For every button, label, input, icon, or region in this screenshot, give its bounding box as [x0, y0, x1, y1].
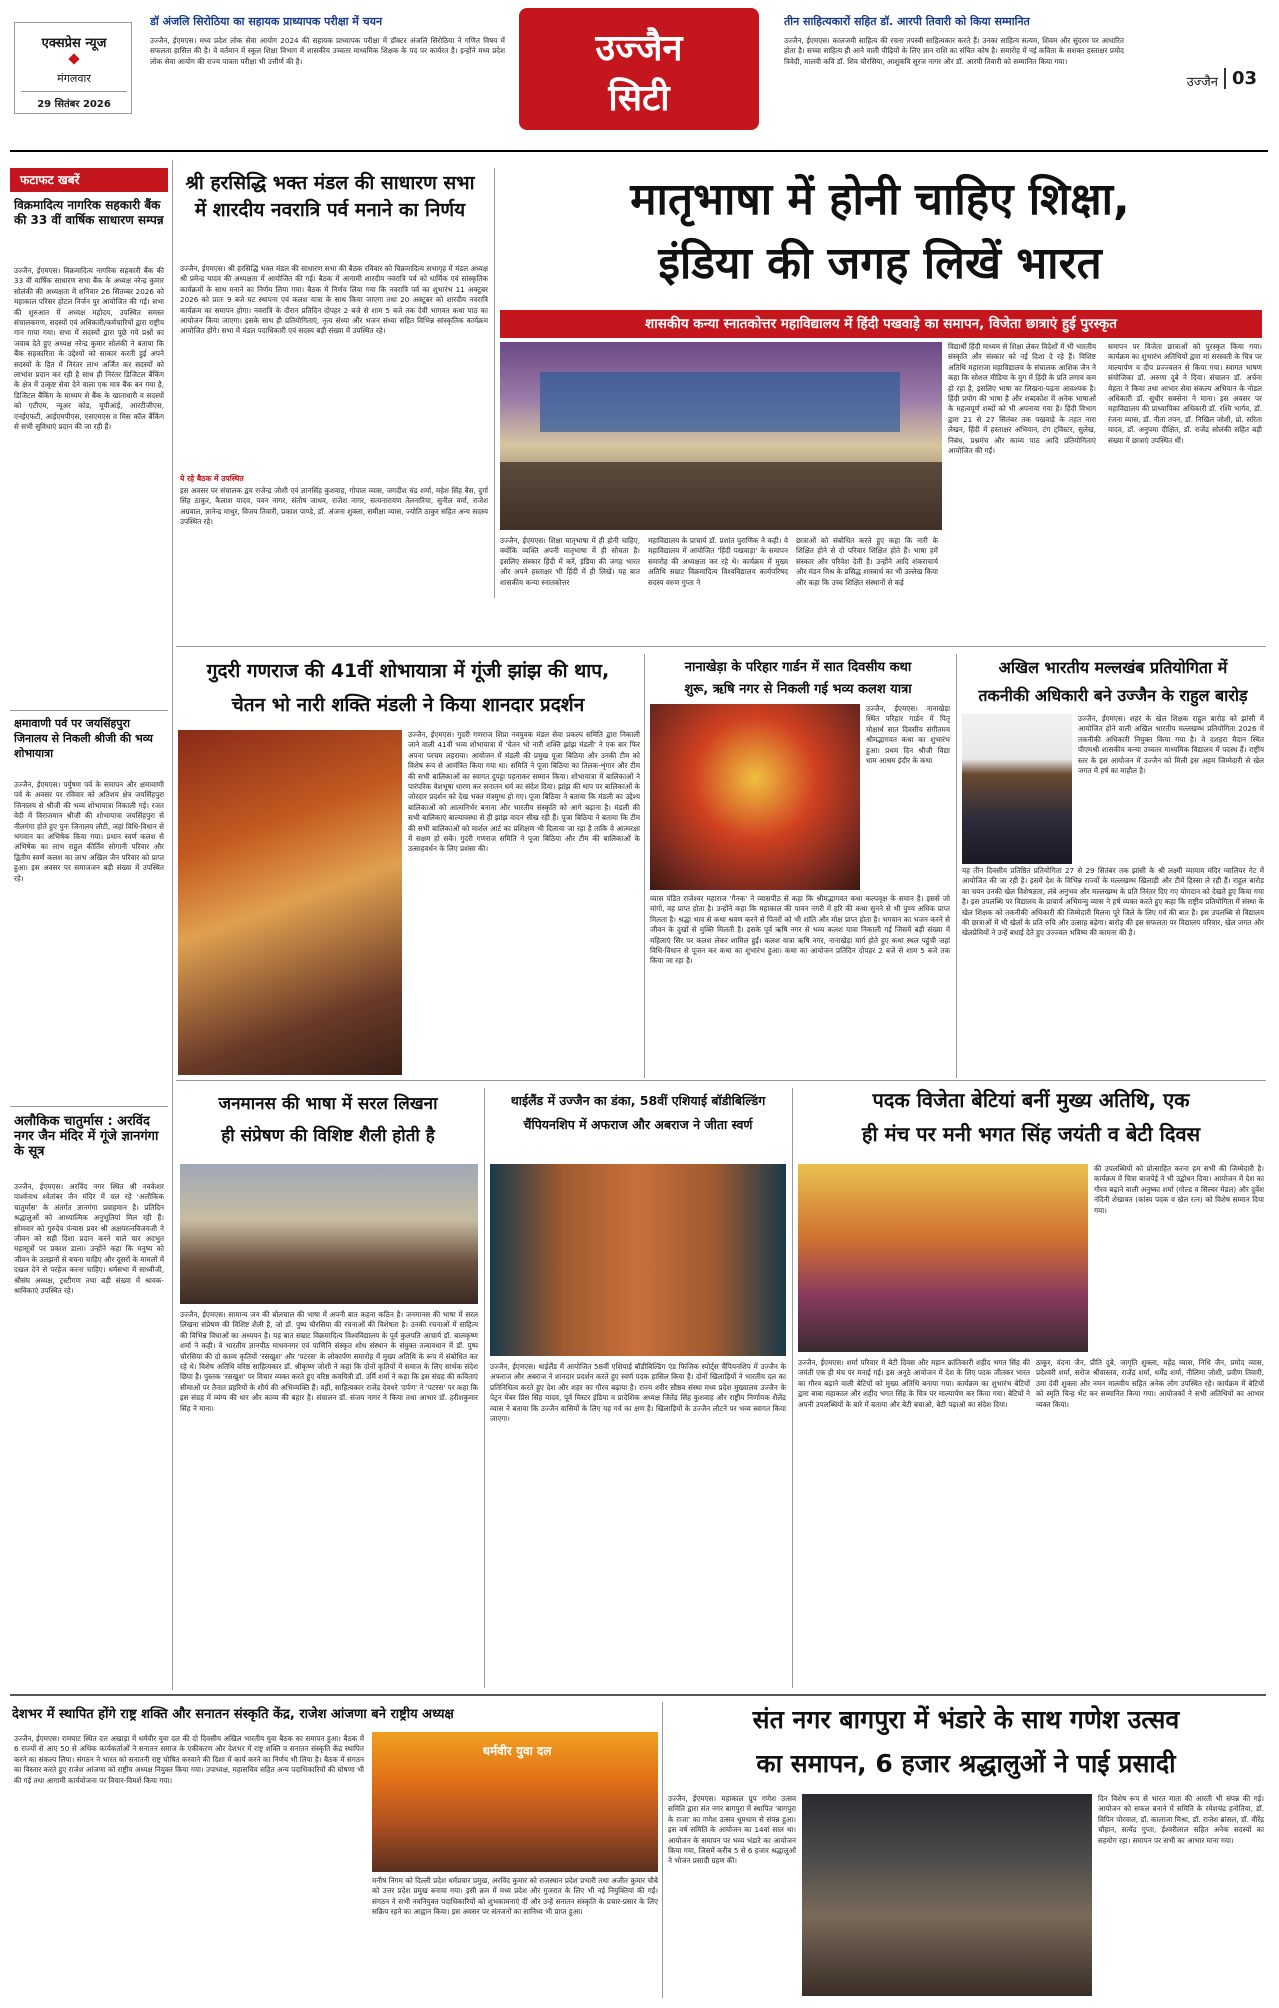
masthead-left-headline: डॉ अंजलि सिरोठिया का सहायक प्राध्यापक परीक्षा में चयन — [150, 15, 383, 28]
bhasha-headline-line1: जनमानस की भाषा में सरल लिखना — [218, 1094, 438, 1114]
lead-photo — [500, 342, 942, 530]
lead-strap: शासकीय कन्या स्नातकोत्तर महाविद्यालय में हिंदी पखवाड़े का समापन, विजेता छात्राएं हुई पुरस्कृत — [500, 310, 1262, 338]
lead-col-bottom3: छात्राओं को संबोधित करते हुए कहा कि नारी के शिक्षित होने से दो परिवार शिक्षित होते हैं। भाषा हमें संस्कार और परिवेश देती है। उन्होंने आदि शंकराचार्य और मंडन मिश्र के प्रसिद्ध शास्त्रार्थ का भी उल्लेख किया और कहा कि उच्च शिक्षित संस्थानों से कई — [796, 536, 938, 587]
lead-headline-line2: इंडिया की जगह लिखें भारत — [658, 238, 1102, 289]
lead-col-bottom2: महाविद्यालय के प्राचार्य डॉ. प्रशांत पुराणिक ने कही। वे महाविद्यालय में आयोजित 'हिंदी पखवाड़ा' के समापन समारोह की अध्यक्षता कर रहे थे। कार्यक्रम में मुख्य अतिथि सम्राट विक्रमादित्य विश्वविद्यालय कार्यपरिषद सदस्य वरुण गुप्ता ने — [648, 536, 788, 587]
ganesh-headline-line2: का समापन, 6 हजार श्रद्धालुओं ने पाई प्रसादी — [756, 1749, 1176, 1778]
bhasha-divider — [484, 1088, 485, 1688]
gudri-divider — [644, 654, 645, 1078]
lead-photo-audience — [500, 462, 942, 530]
padak-headline-line2: ही मंच पर मनी भगत सिंह जयंती व बेटी दिवस — [861, 1122, 1201, 1146]
bodybuilding-divider — [792, 1088, 793, 1688]
kalash-body: व्यास पंडित राजेश्वर महाराज 'गैनक' ने व्यासपीठ से कहा कि श्रीमद्भागवत कथा कल्पवृक्ष के समान है। इससे जो मांगो, वह प्राप्त होता है। उन्होंने कहा कि महाकाल की पावन नगरी में हरि की कथा सुनने से भी पुण्य अधिक प्राप्त मिलता है। श्रद्धा भाव से कथा श्रवण करने से पितरों को भी शांति और मोक्ष प्राप्त होता है। भगवान का भजन करने से जीवन के दुखों से मुक्ति मिलती है। इसके पूर्व ऋषि नगर से भव्य कलश यात्रा निकाली गई जिसमें बड़ी संख्या में महिलाएं सिर पर कलश लेकर शामिल हुईं। कलश यात्रा ऋषि नगर, नानाखेड़ा मार्ग होते हुए कथा स्थल पहुंची जहां विधि-विधान से पूजन कर कथा का शुभारंभ हुआ। कथा का आयोजन प्रतिदिन दोपहर 2 बजे से शाम 5 बजे तक किया जा रहा है। — [650, 894, 950, 966]
rashtra-divider — [662, 1702, 663, 1998]
ganesh-body1: उज्जैन, ईएमएस। महाकाल ग्रुप गणेश उत्सव समिति द्वारा संत नगर बागपुरा में स्थापित 'बागपुरा के राजा' का गणेश उत्सव धूमधाम से संपन्न हुआ। इस वर्ष समिति के आयोजन का 14वां साल था। आयोजन के समापन पर भव्य भंडारे का आयोजन किया गया, जिसमें करीब 5 से 6 हजार श्रद्धालुओं ने भोजन प्रसादी ग्रहण की। — [668, 1794, 796, 1866]
rashtra-body1: उज्जैन, ईएमएस। रामघाट स्थित दत्त अखाड़ा में धर्मवीर युवा दल की दो दिवसीय अखिल भारतीय युवा बैठक का समापन हुआ। बैठक में 6 राज्यों से आए 50 से अधिक कार्यकर्ताओं ने सनातन समाज के एकीकरण और देशभर में राष्ट्र शक्ति व सनातन संस्कृति केंद्र स्थापित करने का संकल्प लिया। संगठन ने भारत को सनातनी राष्ट्र घोषित करवाने की दिशा में कार्य करने का निर्णय भी लिया है। बैठक में संगठन का विस्तार करते हुए राजेश आंजणा को राष्ट्रीय अध्यक्ष नियुक्त किया गया। उपाध्यक्ष, महासचिव सहित अन्य पदाधिकारियों की घोषणा भी की गई तथा आगामी कार्ययोजना पर विचार-विमर्श किया गया। — [14, 1734, 364, 1785]
section-logo — [519, 8, 759, 130]
masthead-rule — [10, 150, 1268, 152]
rashtra-photo — [372, 1732, 658, 1872]
bodybuilding-headline-line1: थाईलैंड में उज्जैन का डंका, 58वीं एशियाई बॉडीबिल्डिंग — [510, 1093, 766, 1108]
lead-col-bottom1: उज्जैन, ईएमएस। शिक्षा मातृभाषा में ही होनी चाहिए, क्योंकि व्यक्ति अपनी मातृभाषा में ही सोचता है। इसलिए संस्कार हिंदी में करें, इंडिया की जगह भारत और अपने हस्ताक्षर भी हिंदी में ही लिखें। यह बात शासकीय कन्या स्नातकोत्तर — [500, 536, 640, 587]
gudri-photo — [178, 730, 402, 1075]
mallakhamb-headline-line2: तकनीकी अधिकारी बने उज्जैन के राहुल बारोड़ — [978, 686, 1248, 705]
page-number: 03 — [1224, 68, 1264, 89]
fatafat-s1-headline: विक्रमादित्य नागरिक सहकारी बैंक की 33 वीं वार्षिक साधारण सम्पन्न — [14, 198, 164, 227]
kalash-headline-line2: शुरू, ऋषि नगर से निकली गई भव्य कलश यात्रा — [684, 682, 912, 697]
fatafat-sidebar — [10, 160, 168, 1690]
ganesh-photo — [802, 1794, 1092, 1996]
rashtra-banner-text: धर्मवीर युवा दल — [482, 1744, 552, 1758]
row3-rule — [10, 1694, 1266, 1696]
mallakhamb-headline-line1: अखिल भारतीय मल्लखंब प्रतियोगिता में — [998, 658, 1228, 677]
brand-box — [14, 22, 132, 114]
lead-col-right1: विद्यार्थी हिंदी माध्यम से शिक्षा लेकर विदेशों में भी भारतीय संस्कृति और संस्कार को नई दिशा दे रहे हैं। विशिष्ट अतिथि महाराजा महाविद्यालय के संचालक आशिक जैन ने कहा कि सोशल मीडिया के युग में हिंदी के प्रति लगाव कम हो रहा है, इसलिए भाषा का लिखना-पढ़ना आवश्यक है। हिंदी प्रयोग की भाषा है और शब्दकोश में अनेक भाषाओं के महत्वपूर्ण शब्दों को भी अपनाया गया है। हिंदी विभाग द्वारा 21 से 27 सितंबर तक पखवाड़े के तहत नारा लेखन, हिंदी में हस्ताक्षर अभियान, टंग ट्विस्टर, सुलेख, निबंध, प्रश्नमंच और काव्य पाठ आदि प्रतियोगिताएं आयोजित की गईं। — [948, 342, 1096, 456]
fatafat-s3-body: उज्जैन, ईएमएस। अरविंद नगर स्थित श्री नवकेशर पार्श्वनाथ श्वेतांबर जैन मंदिर में चल रहे 'अलौकिक चातुर्मास' के अंतर्गत ज्ञानगंगा प्रवाहमान है। प्रतिदिन श्रद्धालुओं को आध्यात्मिक अनुभूतियां मिल रही हैं। सोमवार को गुरुदेव पंन्यास प्रवर श्री अक्षयरत्नविजयजी ने जीवन को सही दिशा प्रदान करने वाले चार अदभुत महासूत्रों पर प्रकाश डाला। उन्होंने कहा कि मनुष्य को जीवन के उलझनों से बचना चाहिए और दूसरों के मामलों में दखल देने से परहेज करना चाहिए। धर्मसभा में साध्वीजी, श्रीसंघ अध्यक्ष, ट्रस्टीगण तथा बड़ी संख्या में श्रावक-श्राविकाएं उपस्थित रहे। — [14, 1182, 164, 1296]
mallakhamb-side: उज्जैन, ईएमएस। शहर के खेल शिक्षक राहुल बारोड़ को झांसी में आयोजित होने वाली अखिल भारतीय मल्लखम्भ प्रतियोगिता 2026 में तकनीकी अधिकारी नियुक्त किया गया है। वे दशहरा मैदान स्थित पीएमश्री शासकीय कन्या उच्चतर माध्यमिक विद्यालय में पदस्थ हैं। राष्ट्रीय स्तर के इस आयोजन में उज्जैन को मिली इस अहम जिम्मेदारी से खेल जगत में हर्ष का माहौल है। — [1078, 714, 1264, 776]
bhasha-headline-line2: ही संप्रेषण की विशिष्ट शैली होती है — [221, 1126, 435, 1146]
fatafat-s1-body: उज्जैन, ईएमएस। विक्रमादित्य नागरिक सहकारी बैंक की 33 वीं वार्षिक साधारण सभा बैंक के अध्यक्ष नरेन्द्र कुमार सोलंकी की अध्यक्षता में शनिवार 26 सितम्बर 2026 को महाकाल परिसर होटल निर्जन पुर आयोजित की गई। सभा की शुरुआत में अध्यक्ष महोदय, उपस्थित समस्त संचालकगण, सदस्यों एवं अधिकारी/कर्मचारियों द्वारा राष्ट्रीय गान गाया गया। सभा में सदस्यों द्वारा पूछे गये प्रश्नों का जवाब देते हुए अध्यक्ष नरेन्द्र कुमार सोलंकी ने बताया कि बैंक सहकारिता के उद्देश्यों को साकार करती हुई अपने सदस्यों के हित में निरंतर लाभ अर्जित कर सदस्यों को लाभांश प्रदान कर रही है साथ ही निरंतर डिजिटल बैंकिंग के क्षेत्र में उत्कृष्ट सेवा देने वाला एक मात्र बैंक बन गया है, डिजिटल बैंकिंग के माध्यम से बैंक के खाताधारी व सदस्यों को एटीएम, न्यूअर कोड, यूपीआई, आरटीजीएस, एनईएफटी, आईएमपीएस, एसएमएस व मिस कॉल बैंकिंग से सभी सुविधाएं प्रदान की जा रही हैं। — [14, 266, 164, 432]
padak-body1: उज्जैन, ईएमएस। शर्मा परिवार में बेटी दिवस और महान क्रांतिकारी शहीद भगत सिंह की जयंती एक ही मंच पर मनाई गई। इस अनूठे आयोजन में देश के लिए पदक जीतकर भारत का गौरव बढ़ाने वाली बेटियों को मुख्य अतिथि बनाया गया। कार्यक्रम का शुभारंभ बेटियों द्वारा बाबा महाकाल और शहीद भगत सिंह के चित्र पर माल्यार्पण कर किया गया। बेटियों ने अपनी उपलब्धियों के बारे में बताया और बेटी बचाओ, बेटी पढ़ाओ का संदेश दिया। — [798, 1358, 1030, 1409]
brand-name: एक्सप्रेस न्यूज — [41, 36, 107, 51]
day-label: मंगलवार — [57, 72, 91, 85]
date-label: 29 सितंबर 2026 — [21, 91, 127, 110]
row1-rule — [176, 646, 1266, 647]
shardiya-body: उज्जैन, ईएमएस। श्री हरसिद्धि भक्त मंडल की साधारण सभा की बैठक रविवार को विक्रमादित्य सभागृह में मंडल अध्यक्ष श्री प्रमेन्द्र यादव की अध्यक्षता में आयोजित की गई। बैठक में आगामी शारदीय नवरात्रि पर्व को धार्मिक एवं सांस्कृतिक कार्यक्रमों के साथ मनाने का निर्णय लिया गया। बैठक में निर्णय लिया गया कि नवरात्रि पर्व का शुभारंभ 11 अक्टूबर 2026 को प्रातः 9 बजे घट स्थापना एवं कलश यात्रा के साथ किया जाएगा तथा 20 अक्टूबर को शारदीय नवरात्रि कार्यक्रम का समापन होगा। नवरात्रि के दौरान प्रतिदिन दोपहर 2 बजे से शाम 5 बजे तक देवी भागवत कथा पाठ का आयोजन किया जाएगा। इसके साथ ही प्रतियोगिताएं, नृत्य संध्या और भजन संध्या सहित विभिन्न सांस्कृतिक कार्यक्रम आयोजित होंगे। सभा में मंडल पदाधिकारी एवं सदस्य बड़ी संख्या में उपस्थित रहे। — [180, 264, 488, 336]
rashtra-headline: देशभर में स्थापित होंगे राष्ट्र शक्ति और सनातन संस्कृति केंद्र, राजेश आंजणा बने राष्ट्रीय अध्यक्ष — [12, 1707, 454, 1722]
rashtra-body2: मनीष निगम को दिल्ली प्रदेश धर्मप्रचार प्रमुख, अरविंद कुमार को राजस्थान प्रदेश प्रभारी तथा अजीत कुमार चौबे को उत्तर प्रदेश प्रमुख बनाया गया। इसी क्रम में मध्य प्रदेश और गुजरात के लिए भी नई नियुक्तियां की गईं। संगठन ने सभी नवनियुक्त पदाधिकारियों को शुभकामनाएं दीं और उन्हें सनातन संस्कृति के प्रचार-प्रसार के लिए सक्रिय रहने का आह्वान किया। इस अवसर पर संतजनों का सानिध्य भी प्राप्त हुआ। — [372, 1876, 658, 1917]
section-logo-line1: उज्जैन — [595, 28, 683, 69]
lead-col-right2: समापन पर विजेता छात्राओं को पुरस्कृत किया गया। कार्यक्रम का शुभारंभ अतिथियों द्वारा मां सरस्वती के चित्र पर माल्यार्पण व दीप प्रज्ज्वलन से किया गया। स्वागत भाषण संयोजिका डॉ. अरुणा दुबे ने दिया। संचालन डॉ. अर्चना मेहता ने किया तथा आभार सेवा संकल्प अभियान के नोडल अधिकारी डॉ. सुधीर सक्सेना ने माना। इस अवसर पर महाविद्यालय की प्राध्यापिका अधिकारी डॉ. रश्मि भार्गव, डॉ. रंजना व्यास, डॉ. नीता तपन, डॉ. निखिल जोशी, प्रो. सरिता यादव, डॉ. अनुपमा दीक्षित, डॉ. राजेंद्र सोलंकी सहित बड़ी संख्या में छात्राएं उपस्थित थीं। — [1108, 342, 1262, 445]
fatafat-label: फटाफट खबरें — [10, 168, 168, 192]
section-logo-line2: सिटी — [608, 78, 670, 119]
ganesh-body2: दिन विशेष रूप से भारत माता की आरती भी संपन्न की गई। आयोजन को सफल बनाने में समिति के रमेशचंद्र हनोतिया, डॉ. विपिन पोरवाल, डॉ. कालाजा मिश्रा, डॉ. राजेश ब्रांसल, डॉ. वीरेंद्र चौहान, सत्येंद्र गुप्ता, ईश्वरीलाल सहित अनेक सदस्यों का सहयोग रहा। समापन पर सभी का आभार माना गया। — [1098, 1794, 1264, 1845]
bhasha-photo — [180, 1164, 478, 1304]
padak-headline-line1: पदक विजेता बेटियां बनीं मुख्य अतिथि, एक — [872, 1088, 1190, 1112]
fatafat-s2-headline: क्षमावाणी पर्व पर जयसिंहपुरा जिनालय से निकली श्रीजी की भव्य शोभायात्रा — [14, 717, 153, 760]
kalash-headline-line1: नानाखेड़ा के परिहार गार्डन में सात दिवसीय कथा — [684, 660, 912, 675]
masthead-right-headline: तीन साहित्यकारों सहित डॉ. आरपी तिवारी को किया सम्मानित — [784, 15, 1030, 28]
kalash-divider — [956, 654, 957, 1078]
shardiya-headline: श्री हरसिद्धि भक्त मंडल की साधारण सभा में शारदीय नवरात्रि पर्व मनाने का निर्णय — [185, 172, 475, 221]
diamond-icon — [68, 53, 79, 64]
page-city: उज्जैन — [1186, 75, 1218, 90]
fatafat-s3-headline: अलौकिक चातुर्मास : अरविंद नगर जैन मंदिर में गूंजे ज्ञानगंगा के सूत्र — [14, 1114, 159, 1159]
lead-headline-line1: मातृभाषा में होनी चाहिए शिक्षा, — [630, 174, 1130, 225]
row2-rule — [176, 1080, 1266, 1081]
masthead-left-body: उज्जैन, ईएमएस। मध्य प्रदेश लोक सेवा आयोग 2024 की सहायक प्राध्यापक परीक्षा में डॉक्टर अंजलि सिरोठिया ने गणित विषय में सफलता हासिल की है। वे वर्तमान में स्कूल शिक्षा विभाग में शासकीय उच्चतर माध्यमिक शिक्षक के पद पर कार्यरत है। इन्होंने मध्य प्रदेश लोक सेवा आयोग की राज्य पात्रता परीक्षा भी उत्तीर्ण की है। — [150, 36, 505, 66]
fatafat-sep-1 — [10, 710, 168, 711]
mallakhamb-photo — [962, 714, 1072, 864]
mallakhamb-body: यह तीन दिवसीय प्रतिष्ठित प्रतियोगिता 27 से 29 सितंबर तक झांसी के श्री लक्ष्मी व्यायाम मंदिर ग्वालियर गेट में आयोजित की जा रही है। इसमें देश के विभिन्न राज्यों के मल्लखम्भ खिलाड़ी और टीमें हिस्सा ले रही हैं। राहुल बारोड़ का चयन उनकी खेल विशेषज्ञता, लंबे अनुभव और मल्लखम्भ के प्रति निरंतर दिए गए योगदान को देखते हुए किया गया है। इस उपलब्धि पर विद्यालय के प्राचार्य अभिमन्यु व्यास ने हर्ष व्यक्त करते हुए कहा कि राष्ट्रीय प्रतियोगिता में संस्था के खेल शिक्षक को तकनीकी अधिकारी की जिम्मेदारी मिलना पूरे जिले के लिए गर्व की बात है। इस उपलब्धि से विद्यालय की छात्राओं में भी खेलों के प्रति रुचि और उत्साह बढ़ेगा। बारोड़ की इस सफलता पर विद्यालय परिवार, खेल जगत और खेलप्रेमियों ने उन्हें बधाई देते हुए उज्ज्वल भविष्य की कामना की है। — [962, 866, 1264, 938]
shardiya-divider — [494, 168, 495, 598]
bodybuilding-photo — [490, 1164, 786, 1356]
gudri-headline-line2: चेतन भो नारी शक्ति मंडली ने किया शानदार प्रदर्शन — [231, 694, 585, 716]
sidebar-divider — [172, 160, 173, 1690]
gudri-body: उज्जैन, ईएमएस। गुदरी गणराज शिप्रा नवयुवक मंडल सेवा प्रकल्प समिति द्वारा निकाली जाने वाली 41वीं भव्य शोभायात्रा में 'चेतन भो नारी शक्ति झांझ मंडली' ने एक बार फिर अपना परचम लहराया। आयोजन में मंडली की प्रमुख पूजा बिठिया और उनकी टीम को विशेष रूप से आमंत्रित किया गया था। समिति ने पूजा बिठिया का तिलक-शृंगार और टीम की सभी बालिकाओं का स्वागत दुपट्टा पहनाकर सम्मान किया। शोभायात्रा में बालिकाओं ने पारंपरिक वेशभूषा धारण कर सनातन धर्म का संदेश दिया। झांझ की थाप पर बालिकाओं के जोरदार प्रदर्शन को देख भक्त मंत्रमुग्ध हो गए। पूजा बिठिया ने बताया कि मंडली का उद्देश्य बालिकाओं को आत्मनिर्भर बनाना और भारतीय संस्कृति को आगे बढ़ाना है। मंडली की सभी बालिकाएं बाल्यावस्था से ही झांझ वादन सीख रही हैं। पूजा बिठिया ने बताया कि टीम की सभी बालिकाओं को मार्शल आर्ट का प्रशिक्षण भी दिलाया जा रहा है ताकि वे आत्मरक्षा में सक्षम हो सकें। गुदरी गणराज समिति ने पूजा बिठिया और टीम की बालिकाओं के उत्साहवर्धन के लिए प्रशंसा की। — [408, 730, 640, 854]
masthead-right-body: उज्जैन, ईएमएस। कालजयी साहित्य की रचना तपस्वी साहित्यकार करते हैं। उनका साहित्य सत्यम, शिवम और सुंदरम पर आधारित होता है। सच्चा साहित्य ही आने वाली पीढ़ियों के लिए ज्ञान राशि का संचित कोष है। समारोह में नई कविता के सशक्त हस्ताक्षर प्रमोद त्रिवेदी, मालवी कवि डॉ. शिव चौरसिया, आशुकवि सूरज नागर और डॉ. आरपी तिवारी को सम्मानित किया गया। — [784, 36, 1124, 66]
padak-photo — [798, 1164, 1088, 1352]
masthead — [0, 0, 1279, 150]
bodybuilding-headline-line2: चैंपियनशिप में अफराज और अबराज ने जीता स्वर्ण — [523, 1117, 753, 1132]
ganesh-headline-line1: संत नगर बागपुरा में भंडारे के साथ गणेश उत्सव — [752, 1705, 1180, 1734]
padak-body2: ठाकुर, वंदना जैन, प्रीति दुबे, जागृति शुक्ला, महेंद्र व्यास, निधि जैन, प्रमोद व्यास, प्रदेश्वरी शर्मा, सरोज श्रीवास्तव, राजेंद्र शर्मा, धर्मेंद्र शर्मा, नीलिमा जोशी, प्रवीण तिवारी, उमा देवी शुक्ला और नमन मालवीय सहित अनेक लोग उपस्थित रहे। कार्यक्रम में बेटियों को स्मृति चिन्ह भेंट कर सम्मानित किया गया। आयोजकों ने सभी अतिथियों का आभार व्यक्त किया। — [1036, 1358, 1264, 1409]
fatafat-s2-body: उज्जैन, ईएमएस। पर्युषण पर्व के समापन और क्षमावाणी पर्व के अवसर पर रविवार को अतिशय क्षेत्र जयसिंहपुरा जिनालय से श्रीजी की भव्य शोभायात्रा निकाली गई। रजत वेदी में विराजमान श्रीजी की शोभायात्रा जयसिंहपुरा से नीलगंगा होते हुए पुनः जिनालय लौटी, जहां विधि-विधान से भगवान का अभिषेक किया गया। प्रधान स्वर्ण कलश से अभिषेक का लाभ राहुल कीर्तिव सोगानी परिवार और द्वितीय स्वर्ण कलश का लाभ अखिल जैन परिवार को प्राप्त हुआ। इस अवसर पर समाजजन बड़ी संख्या में उपस्थित रहे। — [14, 780, 164, 883]
kalash-photo — [650, 704, 860, 890]
padak-side: की उपलब्धियों को प्रोत्साहित करना हम सभी की जिम्मेदारी है। कार्यक्रम में चित्रा बाजपेई ने भी उद्बोधन दिया। आयोजन में देश का गौरव बढ़ाने वाली अनुष्का शर्मा (गोल्ड व सिल्वर मेडल) और दुर्वेश नंदिनी शेखावत (कांस्य पदक व खेल रत्न) को विशेष सम्मान दिया गया। — [1094, 1164, 1264, 1215]
kalash-side: उज्जैन, ईएमएस। नानाखेड़ा स्थित परिहार गार्डन में पितृ मोक्षार्थ सात दिवसीय संगीतमय श्रीमद्भागवत कथा का शुभारंभ हुआ। प्रथम दिन श्रीजी विद्या धाम आश्रम इंदौर के कथा — [866, 704, 950, 766]
bhasha-body: उज्जैन, ईएमएस। सामान्य जन की बोलचाल की भाषा में अपनी बात कहना कठिन है। जनमानस की भाषा में सरल लिखना संप्रेषण की विशिष्ट शैली है, जो डॉ. पुष्प चौरसिया की रचनाओं की विशेषता है। उनकी रचनाओं में साहित्य की विभिन्न विधाओं का अध्ययन है। यह बात सम्राट विक्रमादित्य विश्वविद्यालय के पूर्व कुलपति आचार्य डॉ. बालकृष्ण शर्मा ने कही। वे भारतीय ज्ञानपीठ माधवनगर एवं पाणिनि संस्कृत शोध संस्थान के संयुक्त तत्वावधान में डॉ. पुष्प चौरसिया की दो काव्य कृतियों 'रसखुश' और 'पटरस' के लोकार्पण समारोह में मुख्य अतिथि के रूप में संबोधित कर रहे थे। विशेष अतिथि वरिष्ठ साहित्यकार डॉ. श्रीकृष्ण जोशी ने कहा कि दोनों कृतियों में समाज के लिए सार्थक संदेश छिपा है। पुस्तक 'रसखुश' पर विचार व्यक्त करते हुए वरिष्ठ कवयित्री डॉ. उर्मि शर्मा ने कहा कि इस संग्रह की कविताएं सीमाओं पर तैनात प्रहरियों के शौर्य की अभिव्यक्ति हैं। वहीं, साहित्यकार राजेंद्र देवधरे 'दर्पण' ने 'पटरस' पर कहा कि इस संग्रह में व्यंग्य की धार और काव्य की बहार है। संचालन डॉ. संजय नागर ने किया तथा आभार डॉ. हरीशकुमार सिंह ने माना। — [180, 1310, 478, 1413]
lead-photo-stage — [540, 372, 900, 432]
shardiya-subhead: ये रहे बैठक में उपस्थित — [180, 474, 244, 483]
shardiya-body2: इस अवसर पर संचालक द्वय राजेन्द्र जोशी एवं ज्ञानसिंह कुशवाह, गोपाल व्यास, जगदीश चंद्र शर्मा, महेश सिंह बैस, दुर्गा सिंह ठाकुर, कैलाश यादव, पवन नागर, संतोष जाधव, राजेश नागर, सत्यनारायण तेलनारिया, सुनील वर्मा, राजेश अग्रवाल, ज्ञानेन्द्र माथुर, विजय तिवारी, प्रकाश पाण्डे, डॉ. अंजना शुक्ला, समीक्षा व्यास, ज्योति ठाकुर सहित अन्य सदस्य उपस्थित रहे। — [180, 486, 488, 527]
gudri-headline-line1: गुदरी गणराज की 41वीं शोभायात्रा में गूंजी झांझ की थाप, — [206, 660, 610, 682]
fatafat-sep-2 — [10, 1106, 168, 1107]
bodybuilding-body: उज्जैन, ईएमएस। थाईलैंड में आयोजित 58वीं एशियाई बॉडीबिल्डिंग एंड फिजिक स्पोर्ट्स चैंपियनशिप में उज्जैन के अफराज और अबराज ने शानदार प्रदर्शन करते हुए स्वर्ण पदक हासिल किया है। दोनों खिलाड़ियों ने भारतीय दल का प्रतिनिधित्व करते हुए देश और शहर का गौरव बढ़ाया है। राज्य शरीर सौष्ठव संस्था मध्य प्रदेश मुख्यालय उज्जैन के पेट्रन मेंबर प्रिंस सिंह यादव, पूर्व मिस्टर इंडिया व प्रादेशिक अध्यक्ष जितेंद्र सिंह कुशवाह और राष्ट्रीय निर्णायक शैलेंद्र व्यास ने बताया कि उज्जैन वासियों के लिए यह गर्व का क्षण है। खिलाड़ियों के उज्जैन लौटने पर भव्य स्वागत किया जाएगा। — [490, 1362, 786, 1424]
